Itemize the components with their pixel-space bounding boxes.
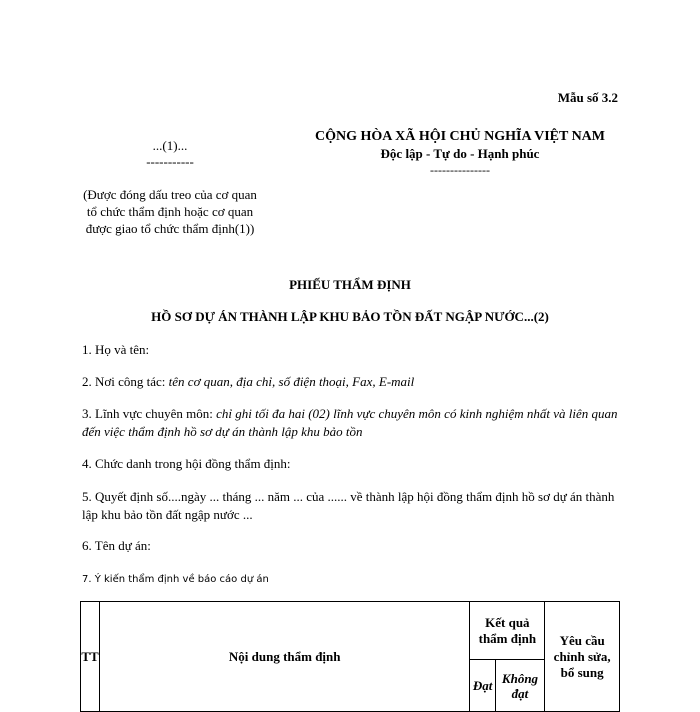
agency-header xyxy=(80,138,260,170)
item-expertise-hint: chỉ ghi tối đa hai (02) lĩnh vực chuyên môn có kinh nghiệm nhất và liên quan đến việc thẩm định hồ sơ dự án thành lập khu bảo tồn xyxy=(82,406,618,439)
motto-divider: --------------- xyxy=(430,163,490,177)
item-workplace xyxy=(82,373,622,391)
item-appraisal-opinion: 7. Ý kiến thẩm định về báo cáo dự án xyxy=(82,574,269,585)
item-project-name: 6. Tên dự án: xyxy=(82,538,151,553)
form-number: Mẫu số 3.2 xyxy=(557,90,618,105)
document-subtitle: HỒ SƠ DỰ ÁN THÀNH LẬP KHU BẢO TỒN ĐẤT NGẬP NƯỚC...(2) xyxy=(151,309,549,324)
national-header xyxy=(300,128,620,179)
item-expertise xyxy=(82,405,622,441)
republic-name: CỘNG HÒA XÃ HỘI CHỦ NGHĨA VIỆT NAM xyxy=(314,129,605,144)
agency-stamp-note: (Được đóng dấu treo của cơ quan tổ chức thẩm định hoặc cơ quan được giao tổ chức thẩm định(1)) xyxy=(83,187,257,236)
item-expertise-label: 3. Lĩnh vực chuyên môn: xyxy=(82,406,217,421)
appraisal-table xyxy=(80,601,620,712)
col-header-pass: Đạt xyxy=(470,660,495,712)
col-header-request: Yêu cầu chỉnh sửa, bổ sung xyxy=(545,602,620,712)
item-decision: 5. Quyết định số....ngày ... tháng ... năm ... của ...... về thành lập hội đồng thẩm định hồ sơ dự án thành lập khu bảo tồn đất ngập nước ... xyxy=(82,489,615,522)
national-motto: Độc lập - Tự do - Hạnh phúc xyxy=(380,146,540,161)
item-workplace-label: 2. Nơi công tác: xyxy=(82,374,169,389)
col-header-content: Nội dung thẩm định xyxy=(99,602,469,712)
col-header-result: Kết quả thẩm định xyxy=(470,602,545,660)
document-title: PHIẾU THẨM ĐỊNH xyxy=(289,277,411,292)
item-full-name: 1. Họ và tên: xyxy=(82,342,150,357)
agency-divider: ----------- xyxy=(146,154,194,169)
col-header-fail: Không đạt xyxy=(495,660,545,712)
item-workplace-hint: tên cơ quan, địa chỉ, số điện thoại, Fax, E-mail xyxy=(168,374,415,389)
col-header-tt: TT xyxy=(81,602,100,712)
item-council-title: 4. Chức danh trong hội đồng thẩm định: xyxy=(82,456,291,471)
agency-name: ...(1)... xyxy=(152,138,188,153)
